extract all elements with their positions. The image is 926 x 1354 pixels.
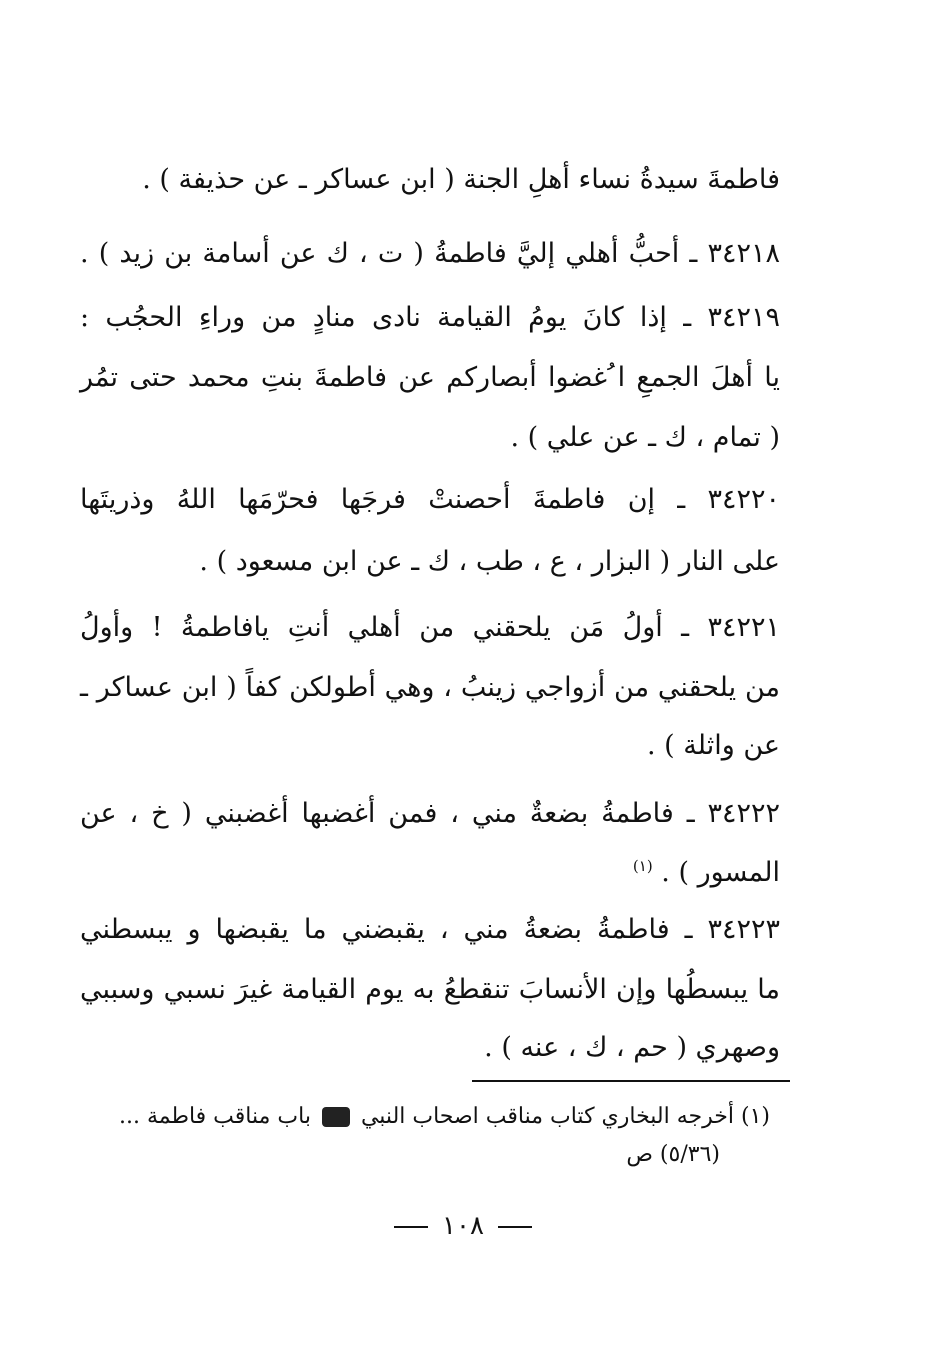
footnote-reference: (١) (632, 857, 653, 875)
footnote-line-1 (80, 1100, 770, 1134)
hadith-34222-line-2 (80, 846, 780, 893)
hadith-34223-line-1: ٣٤٢٢٣ ـ فاطمةُ بضعةُ مني ، يقبضني ما يقبضها و يبسطني (80, 914, 780, 945)
footnote-line-2: (٥/٣٦) ص (626, 1142, 720, 1167)
hadith-34221-line-2: من يلحقني من أزواجي زينبُ ، وهي أطولكن كفاً ( ابن عساكر ـ (80, 672, 780, 703)
hadith-34219-line-2: يا أهلَ الجمعِ ا ُغضوا أبصاركم عن فاطمةَ بنتِ محمد حتى تمُر (80, 362, 780, 393)
salawat-seal-icon (322, 1107, 350, 1127)
hadith-34223-line-3: وصهري ( حم ، ك ، عنه ) . (484, 1032, 780, 1063)
hadith-34222-line-2-text: المسور ) . (661, 857, 780, 888)
hadith-34218: ٣٤٢١٨ ـ أحبُّ أهلي إليَّ فاطمةُ ( ت ، ك عن أسامة بن زيد ) . (80, 238, 780, 269)
text-line-1: فاطمةَ سيدةُ نساء أهلِ الجنة ( ابن عساكر ـ عن حذيفة ) . (142, 164, 780, 195)
page-number-value: ١٠٨ (442, 1211, 484, 1241)
page-number-dash-left (394, 1226, 428, 1228)
hadith-34219-line-1: ٣٤٢١٩ ـ إذا كانَ يومُ القيامة نادى منادٍ من وراءِ الحجُب : (80, 302, 780, 333)
hadith-34221-line-3: عن واثلة ) . (647, 730, 780, 761)
hadith-34223-line-2: ما يبسطُها وإن الأنسابَ تنقطعُ به يوم القيامة غيرَ نسبي وسببي (80, 974, 780, 1005)
footnote-text-b: باب مناقب فاطمة ... (118, 1104, 311, 1129)
hadith-34222-line-1: ٣٤٢٢٢ ـ فاطمةُ بضعةٌ مني ، فمن أغضبها أغضبني ( خ ، عن (80, 798, 780, 829)
page-number (0, 1206, 926, 1246)
footnote-separator (472, 1080, 790, 1082)
page-number-dash-right (498, 1226, 532, 1228)
hadith-34220-line-1: ٣٤٢٢٠ ـ إن فاطمةَ أحصنتْ فرجَها فحرّمَها اللهُ وذريتَها (80, 484, 780, 515)
hadith-34220-line-2: على النار ( البزار ، ع ، طب ، ك ـ عن ابن مسعود ) . (199, 546, 780, 577)
footnote-marker: (١) (740, 1104, 770, 1129)
footnote-text-a: أخرجه البخاري كتاب مناقب اصحاب النبي (360, 1104, 734, 1129)
hadith-34221-line-1: ٣٤٢٢١ ـ أولُ مَن يلحقني من أهلي أنتِ يافاطمةُ ! وأولُ (80, 612, 780, 643)
hadith-34219-line-3: ( تمام ، ك ـ عن علي ) . (510, 422, 780, 453)
